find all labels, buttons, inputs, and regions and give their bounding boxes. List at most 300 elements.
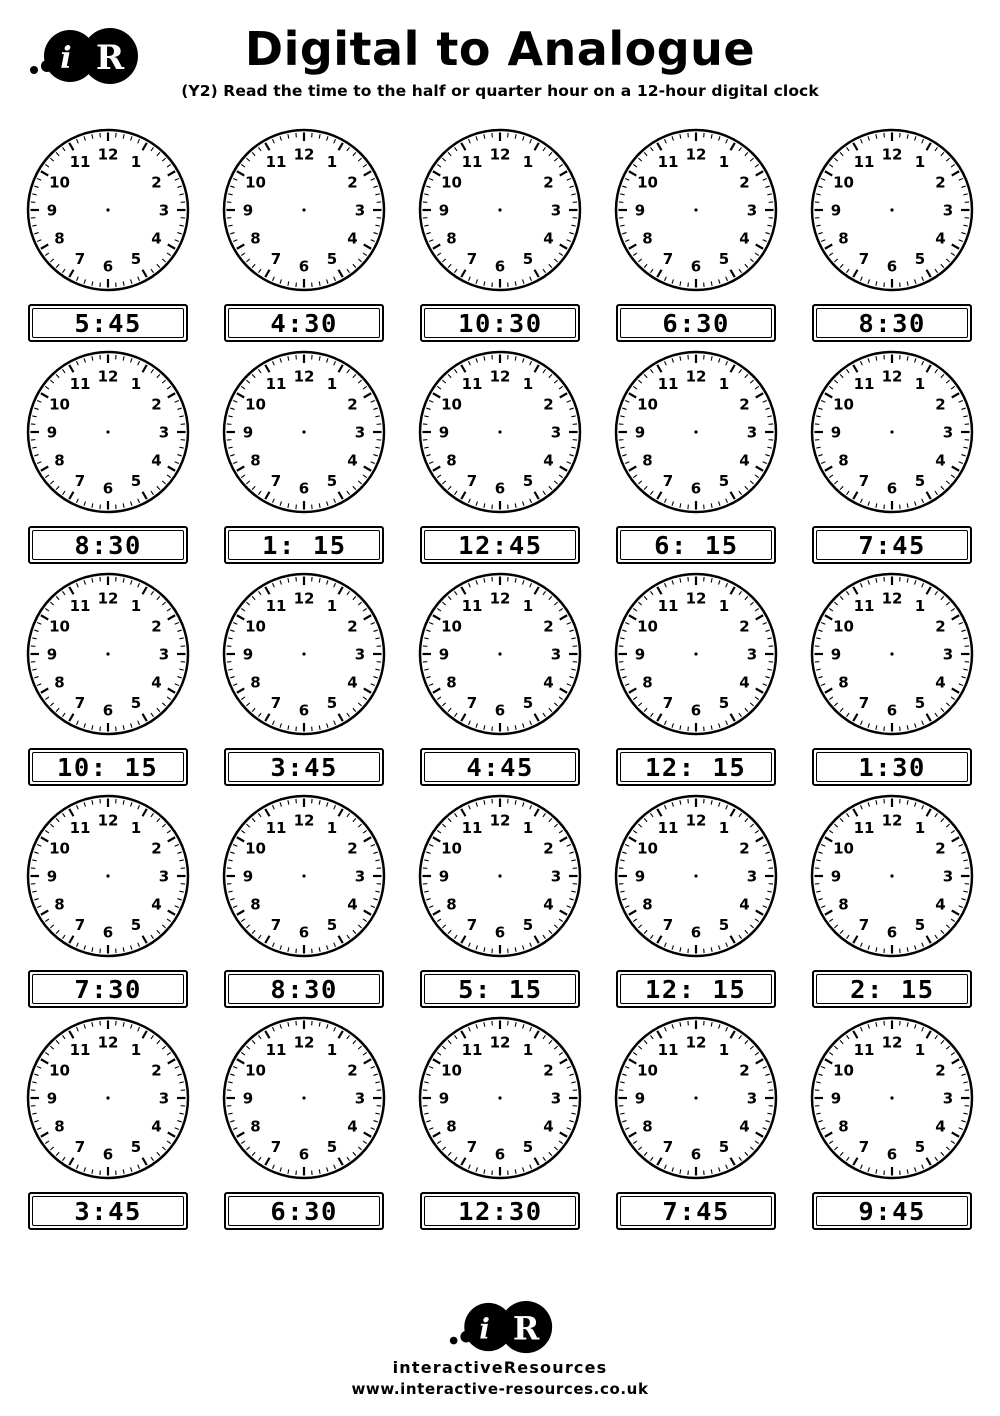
svg-text:12: 12 bbox=[685, 589, 707, 608]
interactive-resources-logo-icon bbox=[22, 26, 142, 86]
digital-time-text: 6: 15 bbox=[653, 530, 739, 560]
analogue-clock-face[interactable] bbox=[610, 1012, 782, 1184]
svg-text:5: 5 bbox=[914, 250, 926, 268]
svg-text:1: 1 bbox=[326, 597, 338, 615]
digital-clock-display bbox=[224, 970, 384, 1008]
svg-text:10: 10 bbox=[441, 173, 462, 192]
svg-text:5: 5 bbox=[522, 1138, 534, 1156]
digital-clock-display bbox=[420, 304, 580, 342]
svg-text:12: 12 bbox=[881, 589, 903, 608]
clock-exercise-item bbox=[606, 790, 786, 1008]
digital-clock-display bbox=[812, 526, 972, 564]
svg-text:8: 8 bbox=[446, 1117, 457, 1136]
analogue-clock-face[interactable] bbox=[22, 346, 194, 518]
svg-text:5: 5 bbox=[326, 472, 338, 490]
svg-text:9: 9 bbox=[634, 423, 646, 442]
svg-text:10: 10 bbox=[245, 173, 266, 192]
svg-text:2: 2 bbox=[151, 617, 162, 636]
svg-text:5: 5 bbox=[130, 916, 142, 934]
svg-text:1: 1 bbox=[326, 819, 338, 837]
digital-time-text: 1: 15 bbox=[261, 530, 347, 560]
clock-exercise-item bbox=[18, 346, 198, 564]
svg-text:8: 8 bbox=[250, 673, 261, 692]
svg-text:2: 2 bbox=[935, 173, 946, 192]
svg-text:1: 1 bbox=[326, 153, 338, 171]
svg-text:1: 1 bbox=[914, 597, 926, 615]
svg-text:12: 12 bbox=[489, 367, 511, 386]
svg-text:12: 12 bbox=[97, 367, 119, 386]
digital-time-text: 5:45 bbox=[74, 308, 142, 338]
svg-text:7: 7 bbox=[466, 694, 478, 712]
clock-exercise-item bbox=[410, 124, 590, 342]
svg-text:i: i bbox=[60, 41, 72, 76]
svg-text:3: 3 bbox=[354, 645, 366, 664]
svg-text:2: 2 bbox=[347, 839, 358, 858]
digital-display-bezel bbox=[228, 752, 380, 782]
svg-text:7: 7 bbox=[858, 1138, 870, 1156]
svg-text:3: 3 bbox=[550, 645, 562, 664]
svg-text:7: 7 bbox=[662, 250, 674, 268]
analogue-clock-face[interactable] bbox=[806, 1012, 978, 1184]
analogue-clock-face[interactable] bbox=[218, 1012, 390, 1184]
clock-exercise-item bbox=[606, 1012, 786, 1230]
svg-text:9: 9 bbox=[438, 423, 450, 442]
analogue-clock-face[interactable] bbox=[610, 568, 782, 740]
digital-time-text: 3:45 bbox=[74, 1196, 142, 1226]
svg-text:11: 11 bbox=[657, 819, 679, 837]
digital-clock-display bbox=[616, 748, 776, 786]
svg-text:8: 8 bbox=[250, 1117, 261, 1136]
svg-text:1: 1 bbox=[914, 375, 926, 393]
svg-text:12: 12 bbox=[97, 145, 119, 164]
digital-display-bezel bbox=[620, 308, 772, 338]
svg-text:3: 3 bbox=[942, 1089, 954, 1108]
digital-time-text: 10: 15 bbox=[57, 752, 159, 782]
svg-text:8: 8 bbox=[838, 451, 849, 470]
svg-text:10: 10 bbox=[637, 173, 658, 192]
digital-time-text: 7:45 bbox=[662, 1196, 730, 1226]
clock-exercise-item bbox=[214, 568, 394, 786]
digital-display-bezel bbox=[620, 752, 772, 782]
svg-text:12: 12 bbox=[293, 589, 315, 608]
svg-text:12: 12 bbox=[685, 145, 707, 164]
svg-text:2: 2 bbox=[739, 839, 750, 858]
analogue-clock-face[interactable] bbox=[414, 346, 586, 518]
digital-display-bezel bbox=[32, 530, 184, 560]
svg-text:10: 10 bbox=[637, 839, 658, 858]
svg-text:12: 12 bbox=[97, 589, 119, 608]
svg-text:8: 8 bbox=[642, 229, 653, 248]
svg-text:11: 11 bbox=[69, 597, 91, 615]
svg-text:1: 1 bbox=[326, 1041, 338, 1059]
digital-time-text: 1:30 bbox=[858, 752, 926, 782]
clock-exercise-item bbox=[802, 790, 982, 1008]
svg-text:4: 4 bbox=[347, 1117, 358, 1136]
svg-text:2: 2 bbox=[151, 839, 162, 858]
digital-clock-display bbox=[812, 970, 972, 1008]
digital-time-text: 3:45 bbox=[270, 752, 338, 782]
svg-text:3: 3 bbox=[550, 1089, 562, 1108]
svg-text:2: 2 bbox=[739, 173, 750, 192]
svg-text:7: 7 bbox=[858, 472, 870, 490]
svg-text:9: 9 bbox=[634, 201, 646, 220]
digital-time-text: 2: 15 bbox=[849, 974, 935, 1004]
svg-text:1: 1 bbox=[914, 153, 926, 171]
clock-exercise-item bbox=[606, 346, 786, 564]
svg-text:4: 4 bbox=[739, 451, 750, 470]
svg-text:6: 6 bbox=[102, 1145, 114, 1164]
svg-text:6: 6 bbox=[494, 923, 506, 942]
svg-text:6: 6 bbox=[298, 923, 310, 942]
svg-text:8: 8 bbox=[446, 895, 457, 914]
analogue-clock-face[interactable] bbox=[610, 790, 782, 962]
svg-text:2: 2 bbox=[347, 395, 358, 414]
svg-text:1: 1 bbox=[130, 153, 142, 171]
svg-text:5: 5 bbox=[326, 916, 338, 934]
svg-text:6: 6 bbox=[102, 701, 114, 720]
analogue-clock-face[interactable] bbox=[414, 1012, 586, 1184]
analogue-clock-face[interactable] bbox=[22, 790, 194, 962]
svg-text:7: 7 bbox=[74, 472, 86, 490]
svg-text:12: 12 bbox=[489, 811, 511, 830]
svg-text:11: 11 bbox=[657, 597, 679, 615]
svg-text:11: 11 bbox=[265, 1041, 287, 1059]
digital-time-text: 4:45 bbox=[466, 752, 534, 782]
clock-exercise-item bbox=[18, 1012, 198, 1230]
svg-text:10: 10 bbox=[49, 173, 70, 192]
svg-text:11: 11 bbox=[461, 819, 483, 837]
svg-text:3: 3 bbox=[746, 645, 758, 664]
clock-exercise-item bbox=[18, 568, 198, 786]
digital-time-text: 12:30 bbox=[457, 1196, 543, 1226]
svg-text:9: 9 bbox=[830, 867, 842, 886]
digital-time-text: 7:30 bbox=[74, 974, 142, 1004]
svg-text:12: 12 bbox=[881, 367, 903, 386]
analogue-clock-face[interactable] bbox=[806, 124, 978, 296]
svg-text:5: 5 bbox=[130, 250, 142, 268]
analogue-clock-face[interactable] bbox=[414, 568, 586, 740]
analogue-clock-face[interactable] bbox=[806, 568, 978, 740]
svg-text:5: 5 bbox=[522, 916, 534, 934]
analogue-clock-face[interactable] bbox=[22, 1012, 194, 1184]
svg-text:9: 9 bbox=[438, 867, 450, 886]
svg-text:8: 8 bbox=[838, 229, 849, 248]
analogue-clock-face[interactable] bbox=[22, 124, 194, 296]
digital-clock-display bbox=[616, 304, 776, 342]
footer-url[interactable]: www.interactive-resources.co.uk bbox=[351, 1380, 649, 1398]
clock-exercise-item bbox=[18, 124, 198, 342]
svg-text:2: 2 bbox=[935, 1061, 946, 1080]
svg-text:12: 12 bbox=[685, 811, 707, 830]
svg-text:7: 7 bbox=[270, 694, 282, 712]
svg-text:3: 3 bbox=[158, 201, 170, 220]
svg-text:2: 2 bbox=[151, 173, 162, 192]
svg-text:11: 11 bbox=[853, 375, 875, 393]
digital-time-text: 12: 15 bbox=[645, 752, 747, 782]
svg-text:8: 8 bbox=[54, 229, 65, 248]
svg-text:3: 3 bbox=[354, 1089, 366, 1108]
svg-text:9: 9 bbox=[830, 1089, 842, 1108]
svg-text:4: 4 bbox=[935, 451, 946, 470]
svg-text:8: 8 bbox=[250, 229, 261, 248]
svg-text:11: 11 bbox=[853, 819, 875, 837]
svg-text:8: 8 bbox=[250, 895, 261, 914]
svg-text:7: 7 bbox=[662, 472, 674, 490]
svg-text:5: 5 bbox=[914, 694, 926, 712]
svg-text:8: 8 bbox=[838, 895, 849, 914]
svg-text:9: 9 bbox=[830, 201, 842, 220]
svg-text:4: 4 bbox=[739, 895, 750, 914]
svg-text:5: 5 bbox=[326, 1138, 338, 1156]
svg-text:10: 10 bbox=[637, 395, 658, 414]
footer-brand-name: interactiveResources bbox=[392, 1358, 608, 1377]
svg-text:4: 4 bbox=[543, 1117, 554, 1136]
svg-text:11: 11 bbox=[265, 819, 287, 837]
svg-text:10: 10 bbox=[441, 839, 462, 858]
digital-display-bezel bbox=[228, 308, 380, 338]
svg-text:2: 2 bbox=[739, 1061, 750, 1080]
digital-display-bezel bbox=[816, 530, 968, 560]
svg-text:1: 1 bbox=[914, 819, 926, 837]
digital-display-bezel bbox=[424, 530, 576, 560]
svg-text:9: 9 bbox=[634, 645, 646, 664]
analogue-clock-face[interactable] bbox=[414, 790, 586, 962]
svg-text:9: 9 bbox=[46, 867, 58, 886]
svg-text:7: 7 bbox=[466, 250, 478, 268]
svg-text:4: 4 bbox=[543, 451, 554, 470]
svg-text:2: 2 bbox=[543, 1061, 554, 1080]
svg-text:8: 8 bbox=[642, 673, 653, 692]
svg-text:1: 1 bbox=[326, 375, 338, 393]
svg-text:9: 9 bbox=[242, 867, 254, 886]
svg-text:4: 4 bbox=[543, 895, 554, 914]
clock-exercise-item bbox=[410, 568, 590, 786]
svg-text:9: 9 bbox=[438, 645, 450, 664]
svg-text:12: 12 bbox=[685, 367, 707, 386]
svg-text:7: 7 bbox=[270, 1138, 282, 1156]
svg-text:5: 5 bbox=[326, 250, 338, 268]
svg-text:5: 5 bbox=[718, 916, 730, 934]
svg-text:10: 10 bbox=[833, 839, 854, 858]
clock-exercise-item bbox=[606, 568, 786, 786]
svg-text:11: 11 bbox=[461, 153, 483, 171]
svg-text:8: 8 bbox=[54, 451, 65, 470]
svg-text:4: 4 bbox=[151, 451, 162, 470]
digital-clock-display bbox=[224, 526, 384, 564]
svg-text:7: 7 bbox=[270, 916, 282, 934]
svg-text:6: 6 bbox=[886, 1145, 898, 1164]
svg-text:1: 1 bbox=[914, 1041, 926, 1059]
svg-text:4: 4 bbox=[935, 673, 946, 692]
clock-exercise-item bbox=[410, 790, 590, 1008]
svg-text:3: 3 bbox=[942, 645, 954, 664]
digital-clock-display bbox=[28, 1192, 188, 1230]
analogue-clock-face[interactable] bbox=[806, 790, 978, 962]
svg-text:7: 7 bbox=[662, 916, 674, 934]
svg-text:11: 11 bbox=[461, 597, 483, 615]
digital-clock-display bbox=[28, 970, 188, 1008]
digital-display-bezel bbox=[32, 1196, 184, 1226]
svg-text:7: 7 bbox=[858, 694, 870, 712]
svg-text:10: 10 bbox=[441, 1061, 462, 1080]
svg-text:10: 10 bbox=[245, 395, 266, 414]
svg-text:4: 4 bbox=[935, 229, 946, 248]
digital-display-bezel bbox=[228, 1196, 380, 1226]
worksheet-row bbox=[0, 1012, 1000, 1230]
svg-text:8: 8 bbox=[446, 229, 457, 248]
svg-text:9: 9 bbox=[46, 645, 58, 664]
digital-clock-display bbox=[420, 748, 580, 786]
svg-text:3: 3 bbox=[158, 423, 170, 442]
svg-text:9: 9 bbox=[242, 645, 254, 664]
svg-text:5: 5 bbox=[914, 472, 926, 490]
svg-text:7: 7 bbox=[858, 250, 870, 268]
svg-text:11: 11 bbox=[853, 1041, 875, 1059]
svg-text:7: 7 bbox=[74, 250, 86, 268]
digital-clock-display bbox=[28, 748, 188, 786]
digital-clock-display bbox=[224, 1192, 384, 1230]
digital-time-text: 9:45 bbox=[858, 1196, 926, 1226]
svg-text:12: 12 bbox=[97, 1033, 119, 1052]
svg-text:6: 6 bbox=[690, 701, 702, 720]
svg-text:1: 1 bbox=[718, 1041, 730, 1059]
analogue-clock-face[interactable] bbox=[22, 568, 194, 740]
svg-text:9: 9 bbox=[830, 645, 842, 664]
svg-text:4: 4 bbox=[347, 673, 358, 692]
digital-time-text: 4:30 bbox=[270, 308, 338, 338]
svg-text:9: 9 bbox=[830, 423, 842, 442]
svg-text:7: 7 bbox=[74, 694, 86, 712]
svg-text:2: 2 bbox=[935, 839, 946, 858]
svg-text:9: 9 bbox=[242, 1089, 254, 1108]
clock-exercise-item bbox=[214, 790, 394, 1008]
svg-text:4: 4 bbox=[347, 229, 358, 248]
svg-text:8: 8 bbox=[54, 673, 65, 692]
svg-text:2: 2 bbox=[543, 617, 554, 636]
analogue-clock-face[interactable] bbox=[610, 124, 782, 296]
svg-text:12: 12 bbox=[881, 145, 903, 164]
svg-text:6: 6 bbox=[102, 923, 114, 942]
analogue-clock-face[interactable] bbox=[414, 124, 586, 296]
digital-clock-display bbox=[28, 304, 188, 342]
digital-clock-display bbox=[420, 526, 580, 564]
svg-text:4: 4 bbox=[935, 1117, 946, 1136]
svg-text:1: 1 bbox=[522, 153, 534, 171]
page-header bbox=[0, 0, 1000, 120]
svg-text:12: 12 bbox=[685, 1033, 707, 1052]
clock-exercise-item bbox=[214, 346, 394, 564]
svg-text:2: 2 bbox=[347, 1061, 358, 1080]
svg-text:5: 5 bbox=[718, 1138, 730, 1156]
clock-exercise-item bbox=[802, 568, 982, 786]
digital-clock-display bbox=[28, 526, 188, 564]
svg-text:3: 3 bbox=[746, 867, 758, 886]
analogue-clock-face[interactable] bbox=[218, 790, 390, 962]
svg-text:5: 5 bbox=[718, 694, 730, 712]
clock-exercise-item bbox=[606, 124, 786, 342]
svg-text:4: 4 bbox=[347, 895, 358, 914]
svg-text:4: 4 bbox=[151, 673, 162, 692]
digital-display-bezel bbox=[228, 974, 380, 1004]
svg-text:11: 11 bbox=[853, 597, 875, 615]
svg-text:11: 11 bbox=[265, 153, 287, 171]
svg-text:7: 7 bbox=[466, 1138, 478, 1156]
svg-text:7: 7 bbox=[466, 472, 478, 490]
svg-text:4: 4 bbox=[543, 673, 554, 692]
svg-text:10: 10 bbox=[245, 839, 266, 858]
digital-display-bezel bbox=[32, 308, 184, 338]
svg-text:5: 5 bbox=[130, 472, 142, 490]
digital-time-text: 5: 15 bbox=[457, 974, 543, 1004]
svg-text:12: 12 bbox=[97, 811, 119, 830]
svg-text:i: i bbox=[479, 1312, 490, 1346]
page-title: Digital to Analogue bbox=[244, 22, 756, 76]
analogue-clock-face[interactable] bbox=[806, 346, 978, 518]
svg-text:2: 2 bbox=[739, 617, 750, 636]
digital-time-text: 8:30 bbox=[74, 530, 142, 560]
svg-text:7: 7 bbox=[270, 250, 282, 268]
svg-text:6: 6 bbox=[298, 479, 310, 498]
svg-text:5: 5 bbox=[326, 694, 338, 712]
svg-text:R: R bbox=[95, 38, 125, 78]
svg-text:9: 9 bbox=[634, 867, 646, 886]
svg-text:2: 2 bbox=[739, 395, 750, 414]
svg-text:1: 1 bbox=[130, 819, 142, 837]
svg-text:2: 2 bbox=[347, 617, 358, 636]
svg-text:11: 11 bbox=[69, 1041, 91, 1059]
svg-text:12: 12 bbox=[489, 1033, 511, 1052]
analogue-clock-face[interactable] bbox=[218, 568, 390, 740]
digital-display-bezel bbox=[32, 752, 184, 782]
svg-text:8: 8 bbox=[250, 451, 261, 470]
digital-clock-display bbox=[420, 1192, 580, 1230]
svg-text:3: 3 bbox=[158, 1089, 170, 1108]
svg-text:8: 8 bbox=[838, 1117, 849, 1136]
clock-exercise-item bbox=[410, 346, 590, 564]
svg-text:1: 1 bbox=[718, 153, 730, 171]
analogue-clock-face[interactable] bbox=[218, 124, 390, 296]
worksheet-row bbox=[0, 124, 1000, 342]
svg-text:6: 6 bbox=[690, 1145, 702, 1164]
svg-text:1: 1 bbox=[130, 597, 142, 615]
svg-text:7: 7 bbox=[270, 472, 282, 490]
digital-clock-display bbox=[224, 304, 384, 342]
digital-clock-display bbox=[616, 970, 776, 1008]
svg-text:9: 9 bbox=[46, 201, 58, 220]
digital-display-bezel bbox=[424, 1196, 576, 1226]
svg-text:6: 6 bbox=[298, 701, 310, 720]
svg-text:12: 12 bbox=[293, 145, 315, 164]
svg-text:4: 4 bbox=[543, 229, 554, 248]
digital-clock-display bbox=[616, 526, 776, 564]
svg-text:3: 3 bbox=[158, 645, 170, 664]
analogue-clock-face[interactable] bbox=[610, 346, 782, 518]
svg-text:3: 3 bbox=[354, 201, 366, 220]
digital-display-bezel bbox=[816, 752, 968, 782]
digital-time-text: 7:45 bbox=[858, 530, 926, 560]
svg-text:11: 11 bbox=[853, 153, 875, 171]
digital-clock-display bbox=[224, 748, 384, 786]
svg-text:8: 8 bbox=[642, 895, 653, 914]
clock-exercise-item bbox=[214, 124, 394, 342]
analogue-clock-face[interactable] bbox=[218, 346, 390, 518]
svg-text:R: R bbox=[512, 1309, 540, 1348]
svg-text:9: 9 bbox=[438, 201, 450, 220]
svg-text:3: 3 bbox=[354, 867, 366, 886]
svg-text:9: 9 bbox=[46, 1089, 58, 1108]
svg-text:11: 11 bbox=[69, 153, 91, 171]
svg-text:8: 8 bbox=[838, 673, 849, 692]
